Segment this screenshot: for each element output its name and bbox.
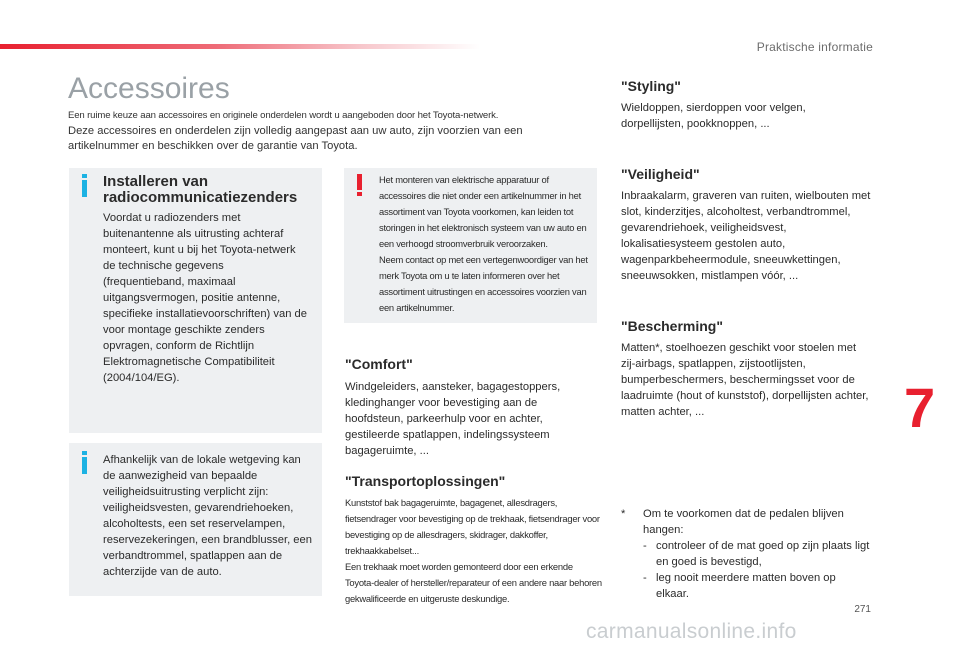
- page-title: Accessoires: [68, 72, 230, 105]
- text-comfort: Windgeleiders, aansteker, bagagestoppers, kledinghanger voor bevestiging aan de hoofdsteun, parkeerhulp voor en achter, gestileerde spatlappen, indelingssysteem bagageruimte, ...: [345, 381, 561, 457]
- warning-box-electrical: [344, 168, 597, 323]
- section-title: Praktische informatie: [756, 40, 873, 54]
- text-transport: Kunststof bak bagageruimte, bagagenet, allesdragers, fietsendrager voor bevestiging op de trekhaak, fietsendrager voor bevestiging op de allesdragers, skidrager, dakkoffer, trekhaakkabelset... Een trekhaak moet worden gemonteerd door een erkende Toyota-dealer of hersteller/reparateur of een andere naar behoren gekwalificeerde en uitgeruste deskundige.: [345, 497, 602, 604]
- text-bescherming: Matten*, stoelhoezen geschikt voor stoelen met zij-airbags, spatlappen, zijstootlijsten, bumperbeschermers, beschermingsset voor de laadruimte (hout of kunststof), dorpellijsten achter, matten achter, ...: [621, 342, 869, 418]
- box-text-radio: Voordat u radiozenders met buitenantenne als uitrusting achteraf monteert, kunt u bij het Toyota-netwerk de technische gegevens (frequentieband, maximaal uitgangsvermogen, positie antenne, specifieke installatievoorschriften) van de voor montage geschikte zenders opvragen, conform de Richtlijn Elektromagnetische Compatibiliteit (2004/104/EG).: [103, 212, 307, 384]
- header-accent-bar: [0, 44, 480, 49]
- footnote-item: - leg nooit meerdere matten boven op elkaar.: [643, 572, 836, 600]
- box-heading-radio: Installeren van radiocommunicatiezenders: [103, 173, 298, 206]
- chapter-number: 7: [904, 376, 936, 439]
- watermark: carmanualsonline.info: [586, 620, 797, 643]
- footnote: [621, 506, 871, 602]
- footnote-star: *: [621, 508, 626, 520]
- heading-styling: "Styling": [621, 78, 681, 94]
- intro: [68, 110, 588, 154]
- heading-comfort: "Comfort": [345, 356, 413, 372]
- intro-text: Deze accessoires en onderdelen zijn volledig aangepast aan uw auto, zijn voorzien van een artikelnummer en beschikken over de garantie van Toyota.: [68, 125, 523, 152]
- box-text-legislation: Afhankelijk van de lokale wetgeving kan de aanwezigheid van bepaalde veiligheidsuitrusting verplicht zijn: veiligheidsvesten, gevarendriehoeken, alcoholtests, een set reservelampen, reservezekeringen, een brandblusser, een verbandtrommel, spatlappen aan de achterzijde van de auto.: [103, 454, 312, 578]
- info-box-radio: [69, 168, 322, 433]
- footnote-item: - controleer of de mat goed op zijn plaats ligt en goed is bevestigd,: [643, 540, 870, 568]
- footnote-intro: Om te voorkomen dat de pedalen blijven hangen:: [643, 508, 844, 536]
- text-veiligheid: Inbraakalarm, graveren van ruiten, wielbouten met slot, kinderzitjes, alcoholtest, verbandtrommel, gevarendriehoek, veiligheidsvest, lokalisatiesysteem gestolen auto, wagenparkbeheermodule, sneeuwkettingen, sneeuwsokken, mistlampen vóór, ...: [621, 190, 871, 282]
- warning-text: Het monteren van elektrische apparatuur of accessoires die niet onder een artikelnummer in het assortiment van Toyota voorkomen, kan leiden tot storingen in het elektronisch systeem van uw auto en een verhoogd stroomverbruik veroorzaken. Neem contact op met een vertegenwoordiger van het merk Toyota om u te laten informeren over het assortiment uitrustingen en accessoires voorzien van een artikelnummer.: [379, 174, 588, 313]
- heading-transport: "Transportoplossingen": [345, 473, 506, 489]
- page-number: 271: [854, 604, 871, 615]
- intro-small-text: Een ruime keuze aan accessoires en originele onderdelen wordt u aangeboden door het Toyota-netwerk.: [68, 110, 499, 121]
- heading-veiligheid: "Veiligheid": [621, 166, 700, 182]
- heading-bescherming: "Bescherming": [621, 318, 723, 334]
- info-box-legislation: [69, 443, 322, 596]
- text-styling: Wieldoppen, sierdoppen voor velgen, dorpellijsten, pookknoppen, ...: [621, 102, 806, 130]
